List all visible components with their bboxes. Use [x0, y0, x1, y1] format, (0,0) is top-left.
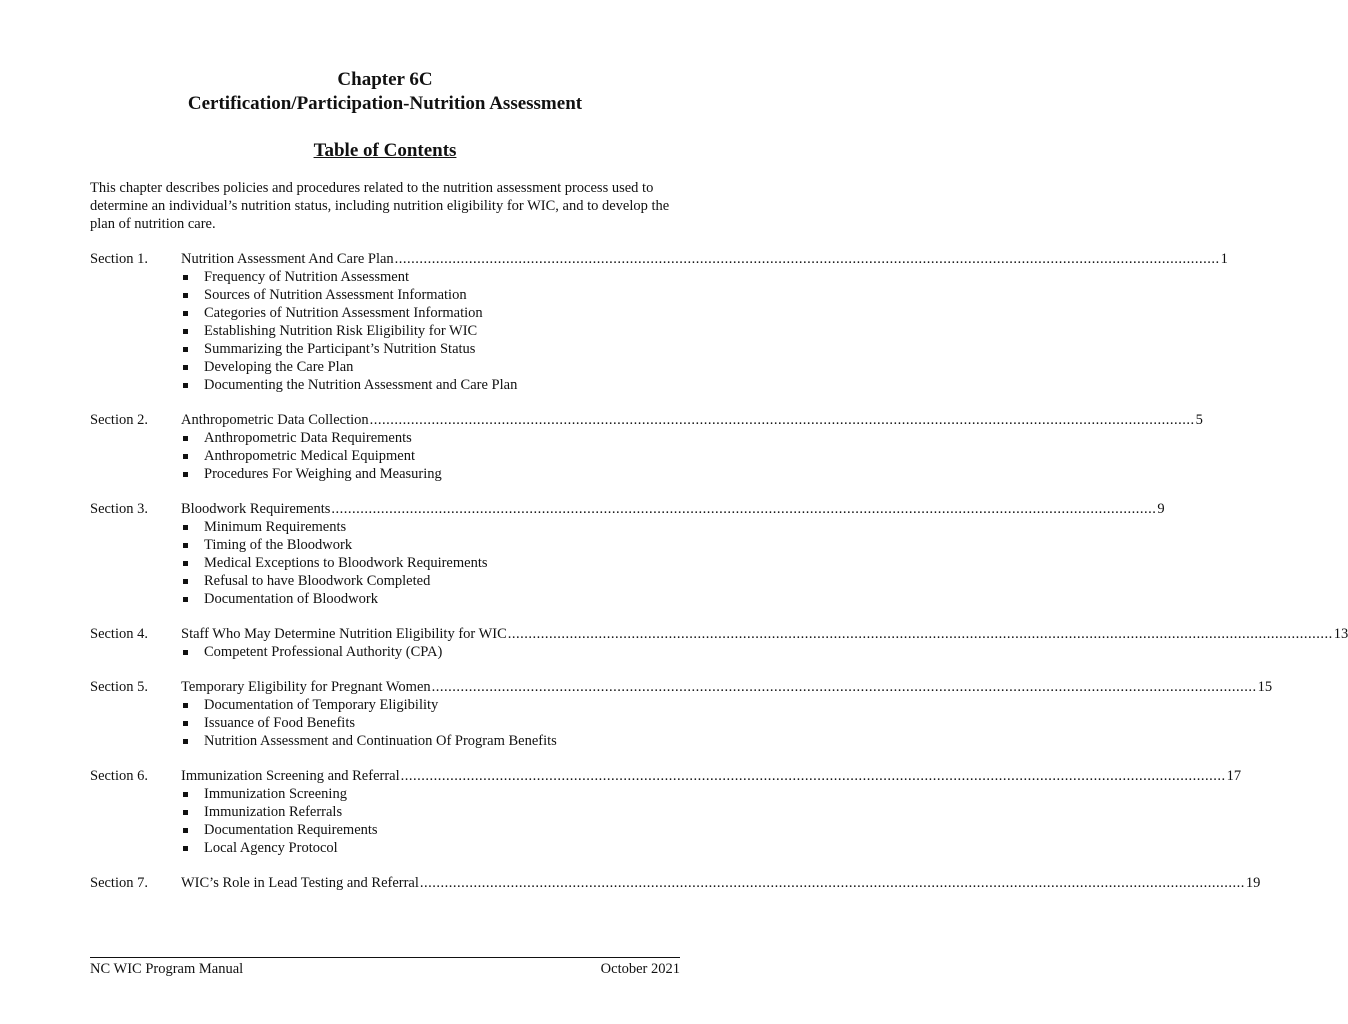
square-bullet-icon: [183, 579, 188, 584]
bullet-text: Frequency of Nutrition Assessment: [204, 269, 409, 285]
section-bullet-list: [181, 268, 681, 394]
list-item: [181, 554, 681, 572]
bullet-text: Documentation of Bloodwork: [204, 591, 378, 607]
section-label: Section 3.: [90, 501, 148, 517]
footer-divider: [90, 957, 680, 958]
bullet-text: Medical Exceptions to Bloodwork Requirements: [204, 555, 488, 571]
bullet-text: Local Agency Protocol: [204, 840, 338, 856]
bullet-text: Categories of Nutrition Assessment Information: [204, 305, 483, 321]
list-item: [181, 590, 681, 608]
section-label: Section 4.: [90, 626, 148, 642]
list-item: [181, 714, 681, 732]
list-item: [181, 803, 681, 821]
square-bullet-icon: [183, 561, 188, 566]
section-title: WIC’s Role in Lead Testing and Referral: [181, 875, 419, 891]
toc-heading: Table of Contents: [313, 140, 457, 161]
square-bullet-icon: [183, 329, 188, 334]
dot-leader: ........................................................................................................................................................................................................: [369, 412, 1195, 428]
square-bullet-icon: [183, 810, 188, 815]
bullet-text: Establishing Nutrition Risk Eligibility for WIC: [204, 323, 478, 339]
section-bullet-list: [181, 643, 681, 661]
dot-leader: ........................................................................................................................................................................................................: [394, 251, 1220, 267]
dot-leader: ........................................................................................................................................................................................................: [431, 679, 1257, 695]
square-bullet-icon: [183, 543, 188, 548]
intro-paragraph: This chapter describes policies and procedures related to the nutrition assessment process used to determine an individual’s nutrition status, including nutrition eligibility for WIC, and to develop the plan of nutrition care.: [90, 180, 670, 232]
square-bullet-icon: [183, 311, 188, 316]
bullet-text: Documentation of Temporary Eligibility: [204, 697, 439, 713]
square-bullet-icon: [183, 792, 188, 797]
section-label: Section 5.: [90, 679, 148, 695]
list-item: [181, 447, 681, 465]
chapter-title: Certification/Participation-Nutrition Assessment: [187, 93, 583, 114]
bullet-text: Minimum Requirements: [204, 519, 347, 535]
square-bullet-icon: [183, 650, 188, 655]
bullet-text: Developing the Care Plan: [204, 359, 354, 375]
toc-entry[interactable]: [181, 411, 1203, 429]
section-page-number: 13: [1333, 626, 1348, 642]
toc-entry[interactable]: [181, 625, 1348, 643]
section-bullet-list: [181, 429, 681, 483]
square-bullet-icon: [183, 365, 188, 370]
bullet-text: Procedures For Weighing and Measuring: [204, 466, 442, 482]
toc-entry[interactable]: [181, 874, 1261, 892]
list-item: [181, 821, 681, 839]
list-item: [181, 376, 681, 394]
dot-leader: ........................................................................................................................................................................................................: [331, 501, 1157, 517]
bullet-text: Documenting the Nutrition Assessment and Care Plan: [204, 377, 518, 393]
section-title: Temporary Eligibility for Pregnant Women: [181, 679, 431, 695]
bullet-text: Sources of Nutrition Assessment Information: [204, 287, 467, 303]
square-bullet-icon: [183, 472, 188, 477]
square-bullet-icon: [183, 721, 188, 726]
section-title: Anthropometric Data Collection: [181, 412, 369, 428]
toc-entry[interactable]: [181, 500, 1165, 518]
section-title: Bloodwork Requirements: [181, 501, 331, 517]
section-bullet-list: [181, 696, 681, 750]
list-item: [181, 732, 681, 750]
dot-leader: ........................................................................................................................................................................................................: [507, 626, 1333, 642]
section-bullet-list: [181, 518, 681, 608]
bullet-text: Competent Professional Authority (CPA): [204, 644, 443, 660]
section-page-number: 17: [1226, 768, 1242, 784]
square-bullet-icon: [183, 828, 188, 833]
section-bullet-list: [181, 785, 681, 857]
toc-entry[interactable]: [181, 767, 1242, 785]
square-bullet-icon: [183, 275, 188, 280]
footer-date: October 2021: [600, 961, 680, 977]
bullet-text: Anthropometric Data Requirements: [204, 430, 412, 446]
section-page-number: 19: [1245, 875, 1261, 891]
bullet-text: Documentation Requirements: [204, 822, 378, 838]
list-item: [181, 465, 681, 483]
square-bullet-icon: [183, 293, 188, 298]
footer-manual-name: NC WIC Program Manual: [90, 961, 244, 977]
list-item: [181, 322, 681, 340]
list-item: [181, 839, 681, 857]
section-label: Section 2.: [90, 412, 148, 428]
list-item: [181, 536, 681, 554]
dot-leader: ........................................................................................................................................................................................................: [419, 875, 1245, 891]
bullet-text: Immunization Screening: [204, 786, 347, 802]
section-page-number: 15: [1257, 679, 1273, 695]
dot-leader: ........................................................................................................................................................................................................: [400, 768, 1226, 784]
section-title: Nutrition Assessment And Care Plan: [181, 251, 394, 267]
list-item: [181, 643, 681, 661]
square-bullet-icon: [183, 525, 188, 530]
section-label: Section 1.: [90, 251, 148, 267]
square-bullet-icon: [183, 739, 188, 744]
bullet-text: Issuance of Food Benefits: [204, 715, 356, 731]
bullet-text: Timing of the Bloodwork: [204, 537, 353, 553]
list-item: [181, 518, 681, 536]
section-title: Immunization Screening and Referral: [181, 768, 400, 784]
list-item: [181, 429, 681, 447]
section-page-number: 9: [1157, 501, 1165, 517]
chapter-number: Chapter 6C: [337, 69, 433, 90]
section-label: Section 7.: [90, 875, 148, 891]
list-item: [181, 304, 681, 322]
list-item: [181, 286, 681, 304]
list-item: [181, 572, 681, 590]
square-bullet-icon: [183, 383, 188, 388]
square-bullet-icon: [183, 597, 188, 602]
list-item: [181, 696, 681, 714]
bullet-text: Summarizing the Participant’s Nutrition Status: [204, 341, 476, 357]
square-bullet-icon: [183, 846, 188, 851]
bullet-text: Immunization Referrals: [204, 804, 343, 820]
square-bullet-icon: [183, 347, 188, 352]
toc-entry[interactable]: [181, 678, 1273, 696]
square-bullet-icon: [183, 454, 188, 459]
bullet-text: Nutrition Assessment and Continuation Of Program Benefits: [204, 733, 557, 749]
section-label: Section 6.: [90, 768, 148, 784]
section-page-number: 5: [1195, 412, 1203, 428]
list-item: [181, 340, 681, 358]
toc-entry[interactable]: [181, 250, 1228, 268]
section-page-number: 1: [1220, 251, 1228, 267]
bullet-text: Anthropometric Medical Equipment: [204, 448, 416, 464]
list-item: [181, 785, 681, 803]
list-item: [181, 358, 681, 376]
bullet-text: Refusal to have Bloodwork Completed: [204, 573, 431, 589]
list-item: [181, 268, 681, 286]
square-bullet-icon: [183, 703, 188, 708]
section-title: Staff Who May Determine Nutrition Eligibility for WIC: [181, 626, 507, 642]
square-bullet-icon: [183, 436, 188, 441]
